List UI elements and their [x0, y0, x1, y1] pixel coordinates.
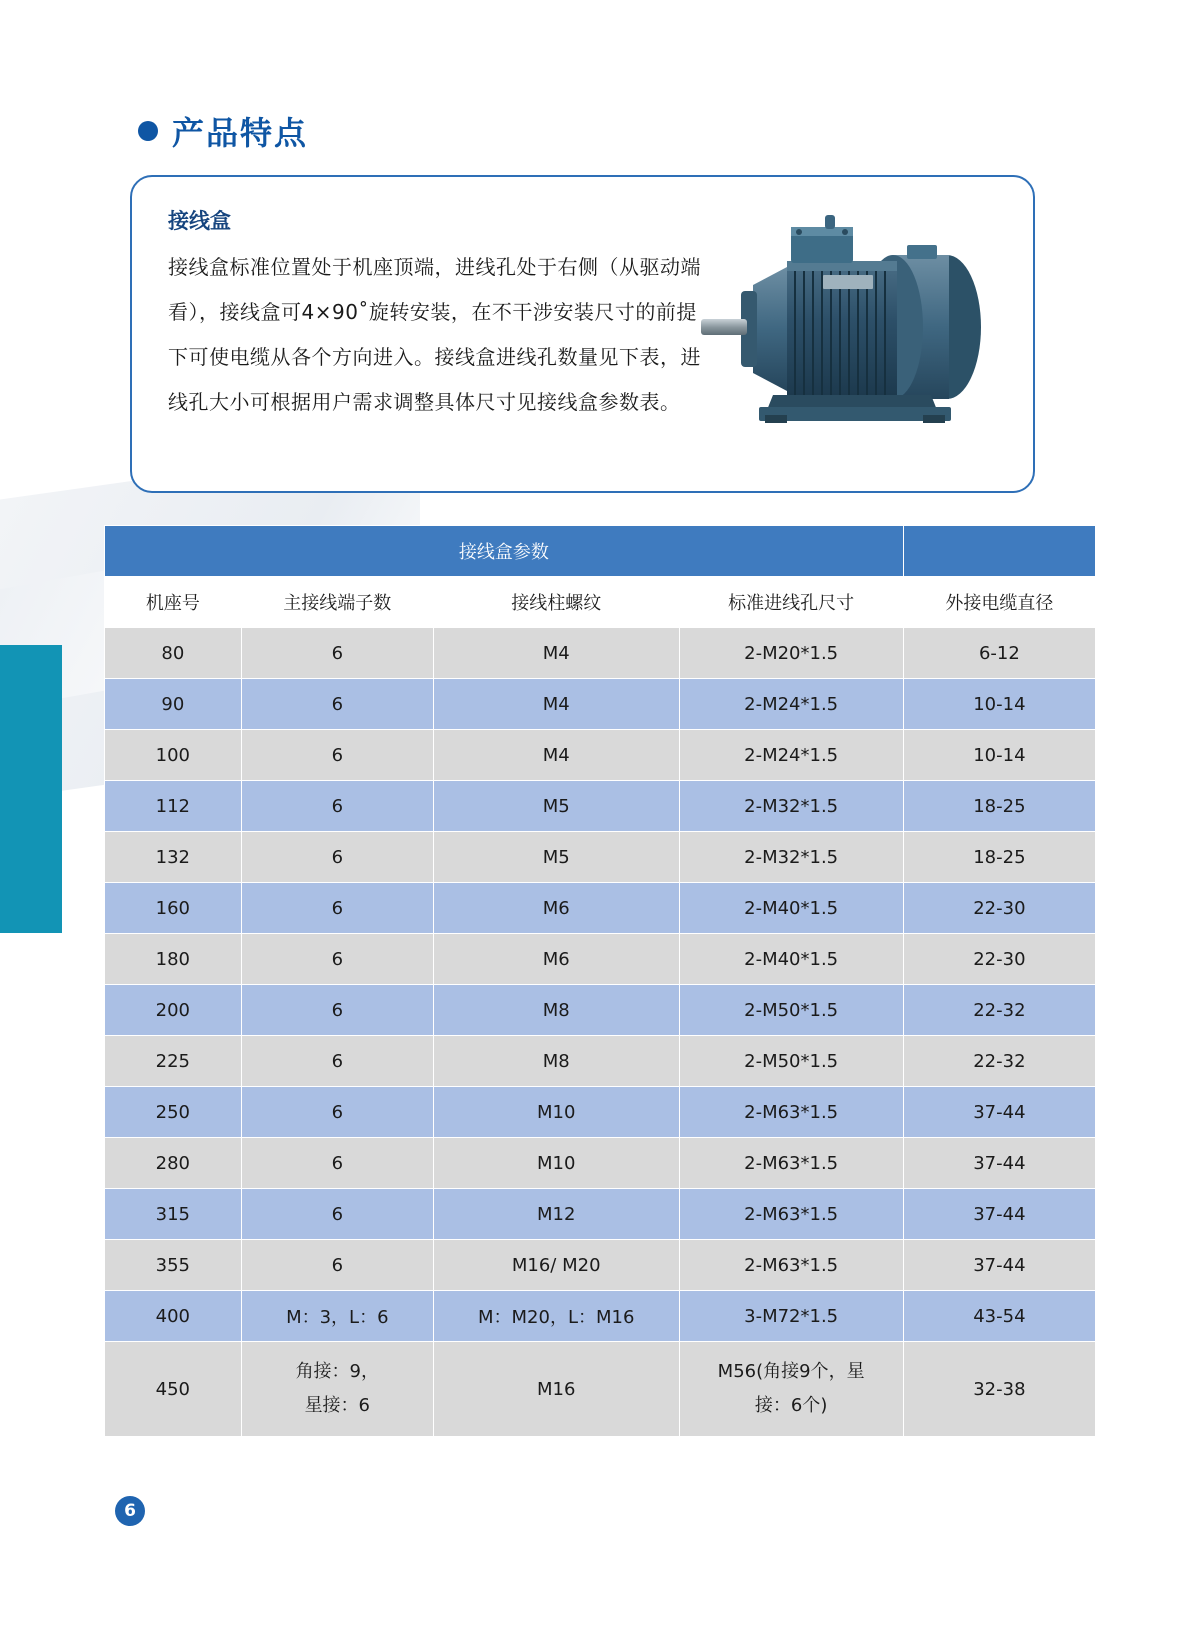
- cell-terminals: 6: [241, 832, 433, 883]
- cell-terminals-line2: 星接：6: [304, 1395, 371, 1416]
- cell-hole: 2-M24*1.5: [679, 679, 903, 730]
- cell-frame: 450: [105, 1342, 242, 1437]
- page-number-badge: 6: [115, 1496, 145, 1526]
- cell-frame: 280: [105, 1138, 242, 1189]
- cell-frame: 225: [105, 1036, 242, 1087]
- cell-terminals-line1: 角接：9，: [295, 1361, 380, 1382]
- cell-frame: 400: [105, 1291, 242, 1342]
- column-header-terminals: 主接线端子数: [241, 577, 433, 628]
- cell-terminals: 6: [241, 1087, 433, 1138]
- cell-cable: 18-25: [903, 781, 1095, 832]
- cell-hole: 2-M20*1.5: [679, 628, 903, 679]
- cell-thread: M4: [433, 628, 679, 679]
- junction-box-parameter-table: [104, 525, 1096, 1437]
- cell-frame: 100: [105, 730, 242, 781]
- table-row: [105, 781, 1096, 832]
- cell-thread: M6: [433, 883, 679, 934]
- feature-card: [130, 175, 1035, 493]
- cell-thread: M5: [433, 832, 679, 883]
- cell-frame: 200: [105, 985, 242, 1036]
- column-header-hole-size: 标准进线孔尺寸: [679, 577, 903, 628]
- cell-thread: M10: [433, 1138, 679, 1189]
- cell-hole: 2-M63*1.5: [679, 1087, 903, 1138]
- cell-cable: 22-30: [903, 934, 1095, 985]
- table-caption-row: [105, 526, 1096, 577]
- cell-hole: 3-M72*1.5: [679, 1291, 903, 1342]
- cell-hole: 2-M63*1.5: [679, 1138, 903, 1189]
- column-header-cable-diameter: 外接电缆直径: [903, 577, 1095, 628]
- cell-terminals: M：3，L：6: [241, 1291, 433, 1342]
- cell-thread: M6: [433, 934, 679, 985]
- cell-terminals: 6: [241, 1138, 433, 1189]
- cell-terminals: 6: [241, 883, 433, 934]
- table-row: [105, 730, 1096, 781]
- cell-frame: 160: [105, 883, 242, 934]
- table-row: [105, 679, 1096, 730]
- table-caption-spacer: [903, 526, 1095, 577]
- column-header-frame: 机座号: [105, 577, 242, 628]
- cell-cable: 10-14: [903, 679, 1095, 730]
- cell-terminals: 6: [241, 934, 433, 985]
- cell-thread: M10: [433, 1087, 679, 1138]
- cell-hole: 2-M63*1.5: [679, 1189, 903, 1240]
- page-title-text: 产品特点: [172, 114, 309, 152]
- cell-terminals: [241, 1342, 433, 1437]
- bullet-dot-icon: [138, 121, 158, 141]
- table-row: [105, 1240, 1096, 1291]
- cell-thread: M8: [433, 985, 679, 1036]
- cell-thread: M4: [433, 679, 679, 730]
- cell-frame: 132: [105, 832, 242, 883]
- table-row: [105, 985, 1096, 1036]
- cell-hole: 2-M32*1.5: [679, 832, 903, 883]
- cell-frame: 180: [105, 934, 242, 985]
- cell-frame: 250: [105, 1087, 242, 1138]
- table-row: [105, 628, 1096, 679]
- cell-thread: M4: [433, 730, 679, 781]
- table-row: [105, 1138, 1096, 1189]
- cell-frame: 355: [105, 1240, 242, 1291]
- cell-cable: 43-54: [903, 1291, 1095, 1342]
- table-row: [105, 1087, 1096, 1138]
- table-row: [105, 883, 1096, 934]
- table-row: [105, 1291, 1096, 1342]
- cell-hole: 2-M40*1.5: [679, 883, 903, 934]
- cell-cable: 32-38: [903, 1342, 1095, 1437]
- cell-terminals: 6: [241, 730, 433, 781]
- cell-thread: M16/ M20: [433, 1240, 679, 1291]
- cell-hole: 2-M24*1.5: [679, 730, 903, 781]
- cell-cable: 37-44: [903, 1189, 1095, 1240]
- cell-hole: 2-M32*1.5: [679, 781, 903, 832]
- table-row: [105, 934, 1096, 985]
- cell-thread: M12: [433, 1189, 679, 1240]
- cell-cable: 6-12: [903, 628, 1095, 679]
- cell-hole: 2-M50*1.5: [679, 985, 903, 1036]
- cell-hole: 2-M63*1.5: [679, 1240, 903, 1291]
- table-header-row: [105, 577, 1096, 628]
- cell-terminals: 6: [241, 1189, 433, 1240]
- cell-cable: 22-32: [903, 1036, 1095, 1087]
- column-header-thread: 接线柱螺纹: [433, 577, 679, 628]
- cell-thread: M：M20，L：M16: [433, 1291, 679, 1342]
- cell-terminals: 6: [241, 628, 433, 679]
- cell-thread: M5: [433, 781, 679, 832]
- table-row: [105, 832, 1096, 883]
- cell-hole-line2: 接：6个): [754, 1395, 828, 1416]
- cell-cable: 18-25: [903, 832, 1095, 883]
- cell-cable: 37-44: [903, 1240, 1095, 1291]
- cell-terminals: 6: [241, 985, 433, 1036]
- cell-hole: [679, 1342, 903, 1437]
- page-title: [138, 108, 308, 154]
- table-caption: 接线盒参数: [105, 526, 904, 577]
- cell-cable: 37-44: [903, 1087, 1095, 1138]
- cell-cable: 10-14: [903, 730, 1095, 781]
- cell-cable: 37-44: [903, 1138, 1095, 1189]
- cell-terminals: 6: [241, 1036, 433, 1087]
- table-row: [105, 1036, 1096, 1087]
- cell-frame: 315: [105, 1189, 242, 1240]
- cell-terminals: 6: [241, 1240, 433, 1291]
- cell-frame: 80: [105, 628, 242, 679]
- table-row: [105, 1189, 1096, 1240]
- cell-hole: 2-M40*1.5: [679, 934, 903, 985]
- cell-thread: M16: [433, 1342, 679, 1437]
- cell-terminals: 6: [241, 679, 433, 730]
- electric-motor-photo: [695, 209, 1015, 459]
- cell-hole: 2-M50*1.5: [679, 1036, 903, 1087]
- cell-terminals: 6: [241, 781, 433, 832]
- cell-cable: 22-32: [903, 985, 1095, 1036]
- cell-cable: 22-30: [903, 883, 1095, 934]
- cell-frame: 112: [105, 781, 242, 832]
- card-title: 接线盒: [168, 209, 231, 233]
- cell-frame: 90: [105, 679, 242, 730]
- card-paragraph: 接线盒标准位置处于机座顶端，进线孔处于右侧（从驱动端看），接线盒可4×90˚旋转安装，在不干涉安装尺寸的前提下可使电缆从各个方向进入。接线盒进线孔数量见下表，进线孔大小可根据用户需求调整具体尺寸见接线盒参数表。: [168, 255, 701, 414]
- table-row: [105, 1342, 1096, 1437]
- cell-hole-line1: M56(角接9个，星: [717, 1361, 865, 1382]
- cell-thread: M8: [433, 1036, 679, 1087]
